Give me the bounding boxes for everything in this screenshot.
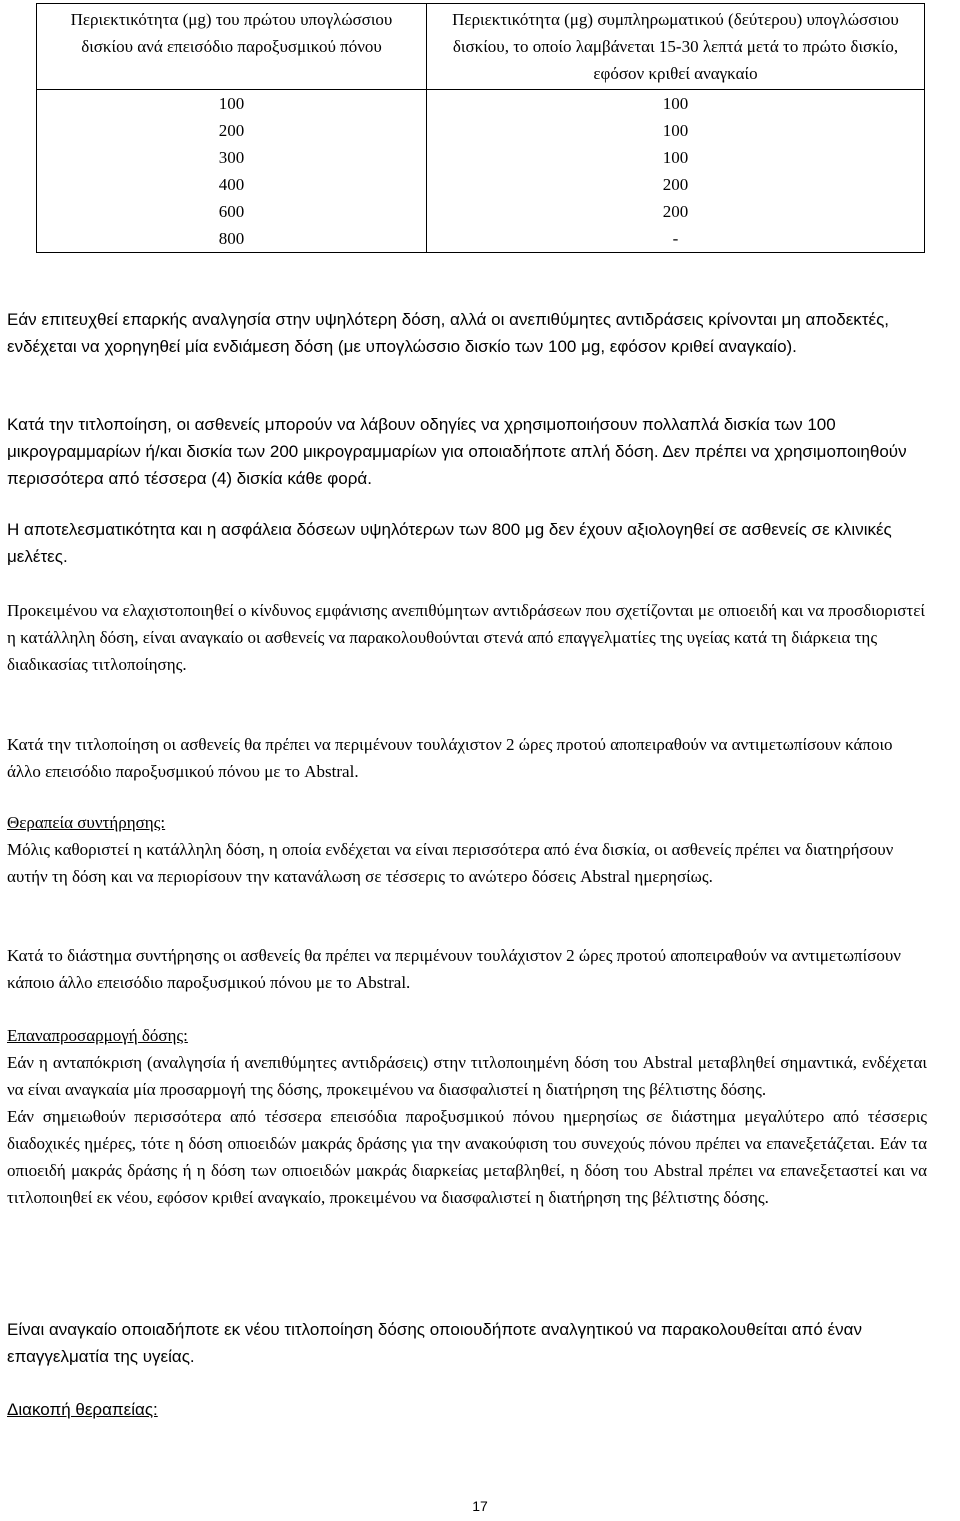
dose-table-header-row [37,4,925,90]
intermediate-dose-paragraph: Εάν επιτευχθεί επαρκής αναλγησία στην υψηλότερη δόση, αλλά οι ανεπιθύμητες αντιδράσεις κρίνονται μη αποδεκτές, ενδέχεται να χορηγηθεί μία ενδιάμεση δόση (με υπογλώσσιο δισκίο των 100 μg, εφόσον κριθεί αναγκαίο). [7,310,889,356]
readjustment-section [7,1022,927,1211]
dose-first-value: 100 [37,90,427,118]
maintenance-wait-paragraph: Κατά το διάστημα συντήρησης οι ασθενείς θα πρέπει να περιμένουν τουλάχιστον 2 ώρες προτού αποπειραθούν να αντιμετωπίσουν κάποιο άλλο επεισόδιο παροξυσμικού πόνου με το Abstral. [7,946,901,992]
titration-wait-paragraph: Κατά την τιτλοποίηση οι ασθενείς θα πρέπει να περιμένουν τουλάχιστον 2 ώρες προτού αποπειραθούν να αντιμετωπίσουν κάποιο άλλο επεισόδιο παροξυσμικού πόνου με το Abstral. [7,735,893,781]
dose-table-row [37,171,925,198]
dose-table-header-first: Περιεκτικότητα (μg) του πρώτου υπογλώσσιου δισκίου ανά επεισόδιο παροξυσμικού πόνου [37,4,427,90]
monitoring-paragraph: Προκειμένου να ελαχιστοποιηθεί ο κίνδυνος εμφάνισης ανεπιθύμητων αντιδράσεων που σχετίζονται με οπιοειδή και να προσδιοριστεί η κατάλληλη δόση, είναι αναγκαίο οι ασθενείς να παρακολουθούνται στενά από επαγγελματίες της υγείας κατά τη διάρκεια της διαδικασίας τιτλοποίησης. [7,601,925,674]
maintenance-section [7,809,927,890]
dose-table-row [37,144,925,171]
dose-table-row [37,225,925,253]
higher-doses-paragraph: Η αποτελεσματικότητα και η ασφάλεια δόσεων υψηλότερων των 800 μg δεν έχουν αξιολογηθεί σε ασθενείς σε κλινικές μελέτες. [7,520,892,566]
reevaluation-paragraph: Εάν σημειωθούν περισσότερα από τέσσερα επεισόδια παροξυσμικού πόνου ημερησίως σε διάστημα μεγαλύτερο από τέσσερις διαδοχικές ημέρες, τότε η δόση οπιοειδών μακράς δράσης για την ανακούφιση του συνεχούς πόνου πρέπει να επανεξετάζεται. Εάν τα οπιοειδή μακράς δράσης ή η δόση των οπιοειδών μακράς διαρκείας μεταβληθεί, η δόση του Abstral πρέπει να επανεξεταστεί και να τιτλοποιηθεί εκ νέου, εφόσον κριθεί αναγκαίο, προκειμένου να διασφαλιστεί η διατήρηση της βέλτιστης δόσης. [7,1107,927,1207]
dose-first-value: 600 [37,198,427,225]
dose-second-value: 200 [427,171,925,198]
dose-second-value: 200 [427,198,925,225]
maintenance-paragraph: Μόλις καθοριστεί η κατάλληλη δόση, η οποία ενδέχεται να είναι περισσότερα από ένα δισκία, οι ασθενείς πρέπει να διατηρήσουν αυτήν τη δόση και να περιορίσουν την κατανάλωση σε τέσσερις το ανώτερο δόσεις Abstral ημερησίως. [7,840,894,886]
discontinuation-heading: Διακοπή θεραπείας: [7,1400,158,1419]
dose-first-value: 400 [37,171,427,198]
dose-table-header-second: Περιεκτικότητα (μg) συμπληρωματικού (δεύτερου) υπογλώσσιου δισκίου, το οποίο λαμβάνεται 15-30 λεπτά μετά το πρώτο δισκίο, εφόσον κριθεί αναγκαίο [427,4,925,90]
retitration-paragraph: Είναι αναγκαίο οποιαδήποτε εκ νέου τιτλοποίηση δόσης οποιουδήποτε αναλγητικού να παρακολουθείται από έναν επαγγελματία της υγείας. [7,1320,862,1366]
dose-second-value: 100 [427,117,925,144]
dose-second-value: 100 [427,90,925,118]
dose-table [36,3,925,253]
dose-table-row [37,90,925,118]
dose-second-value: 100 [427,144,925,171]
readjustment-heading: Επαναπροσαρμογή δόσης: [7,1026,188,1045]
dose-table-row [37,117,925,144]
dose-second-value: - [427,225,925,253]
dose-first-value: 200 [37,117,427,144]
dose-first-value: 800 [37,225,427,253]
dose-table-row [37,198,925,225]
readjustment-paragraph: Εάν η ανταπόκριση (αναλγησία ή ανεπιθύμητες αντιδράσεις) στην τιτλοποιημένη δόση του Abstral μεταβληθεί σημαντικά, ενδέχεται να είναι αναγκαία μία προσαρμογή της δόσης, προκειμένου να διασφαλιστεί η διατήρηση της βέλτιστης δόσης. [7,1053,927,1099]
dose-first-value: 300 [37,144,427,171]
multiple-tablets-paragraph: Κατά την τιτλοποίηση, οι ασθενείς μπορούν να λάβουν οδηγίες να χρησιμοποιήσουν πολλαπλά δισκία των 100 μικρογραμμαρίων ή/και δισκία των 200 μικρογραμμαρίων για οποιαδήποτε απλή δόση. Δεν πρέπει να χρησιμοποιηθούν περισσότερα από τέσσερα (4) δισκία κάθε φορά. [7,415,907,488]
maintenance-heading: Θεραπεία συντήρησης: [7,813,166,832]
page-number: 17 [472,1498,488,1514]
